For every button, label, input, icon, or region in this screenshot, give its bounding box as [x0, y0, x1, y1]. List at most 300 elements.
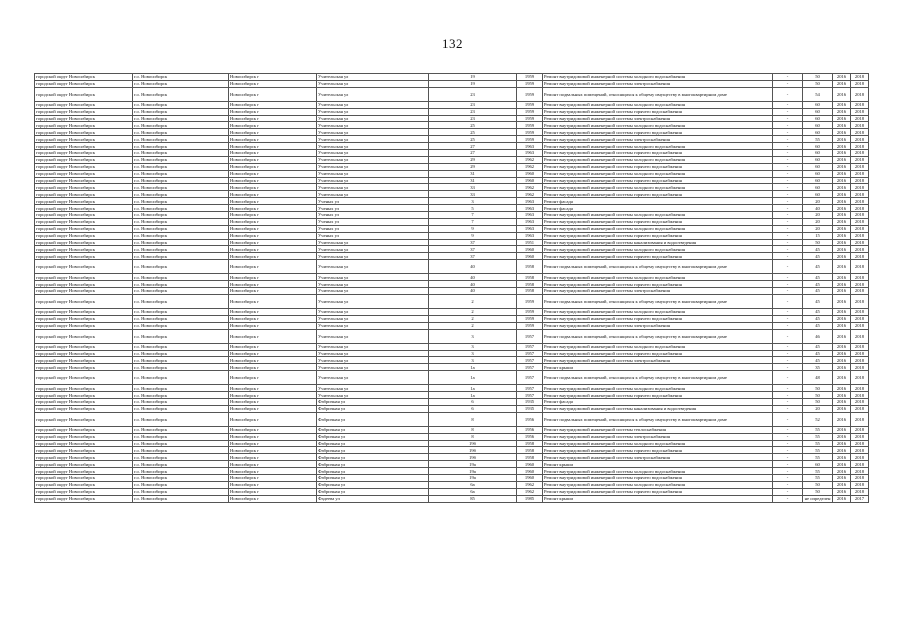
start-year-cell: 2016: [833, 80, 851, 87]
house-number-cell: 25: [429, 136, 517, 143]
end-year-cell: 2018: [851, 232, 869, 239]
start-year-cell: 2016: [833, 108, 851, 115]
value-cell: 45: [803, 260, 833, 274]
table-row: [35, 392, 869, 399]
start-year-cell: 2016: [833, 122, 851, 129]
end-year-cell: 2018: [851, 461, 869, 468]
dash-cell: -: [773, 184, 803, 191]
city-cell: Новосибирск г: [229, 184, 317, 191]
end-year-cell: 2018: [851, 74, 869, 81]
street-cell: Учительская ул: [317, 191, 429, 198]
house-number-cell: 1а: [429, 392, 517, 399]
municipality-cell: г.о. Новосибирск: [133, 143, 229, 150]
municipality-cell: г.о. Новосибирск: [133, 488, 229, 495]
street-cell: Ученых ул: [317, 212, 429, 219]
street-cell: Учительская ул: [317, 281, 429, 288]
value-cell: 40: [803, 205, 833, 212]
city-cell: Новосибирск г: [229, 122, 317, 129]
street-cell: Фабричная ул: [317, 398, 429, 405]
street-cell: Учительская ул: [317, 343, 429, 350]
build-year-cell: 1935: [517, 405, 543, 412]
city-cell: Новосибирск г: [229, 115, 317, 122]
work-type-cell: Ремонт внутридомовой инженерной системы холодного водоснабжения: [543, 274, 773, 281]
start-year-cell: 2016: [833, 170, 851, 177]
build-year-cell: 1960: [517, 474, 543, 481]
district-cell: городской округ Новосибирск: [35, 191, 133, 198]
build-year-cell: 1956: [517, 412, 543, 426]
city-cell: Новосибирск г: [229, 495, 317, 502]
build-year-cell: 1959: [517, 322, 543, 329]
start-year-cell: 2016: [833, 281, 851, 288]
district-cell: городской округ Новосибирск: [35, 198, 133, 205]
municipality-cell: г.о. Новосибирск: [133, 350, 229, 357]
work-type-cell: Ремонт внутридомовой инженерной системы горячего водоснабжения: [543, 392, 773, 399]
house-number-cell: 8: [429, 433, 517, 440]
dash-cell: -: [773, 454, 803, 461]
district-cell: городской округ Новосибирск: [35, 136, 133, 143]
table-row: [35, 308, 869, 315]
repair-schedule-table-wrapper: [34, 73, 868, 503]
district-cell: городской округ Новосибирск: [35, 246, 133, 253]
table-row: [35, 398, 869, 405]
house-number-cell: 23: [429, 87, 517, 101]
end-year-cell: 2018: [851, 218, 869, 225]
district-cell: городской округ Новосибирск: [35, 461, 133, 468]
dash-cell: -: [773, 232, 803, 239]
municipality-cell: г.о. Новосибирск: [133, 184, 229, 191]
build-year-cell: 1958: [517, 274, 543, 281]
dash-cell: -: [773, 150, 803, 157]
build-year-cell: 1959: [517, 87, 543, 101]
table-row: [35, 74, 869, 81]
build-year-cell: 1957: [517, 350, 543, 357]
dash-cell: -: [773, 329, 803, 343]
work-type-cell: Ремонт внутридомовой инженерной системы канализования и водоотведения: [543, 239, 773, 246]
district-cell: городской округ Новосибирск: [35, 468, 133, 475]
house-number-cell: 19: [429, 74, 517, 81]
district-cell: городской округ Новосибирск: [35, 488, 133, 495]
city-cell: Новосибирск г: [229, 177, 317, 184]
value-cell: 60: [803, 461, 833, 468]
house-number-cell: 25: [429, 122, 517, 129]
build-year-cell: 1959: [517, 294, 543, 308]
municipality-cell: г.о. Новосибирск: [133, 405, 229, 412]
city-cell: Новосибирск г: [229, 239, 317, 246]
work-type-cell: Ремонт внутридомовой инженерной системы электроснабжения: [543, 433, 773, 440]
dash-cell: -: [773, 129, 803, 136]
table-row: [35, 177, 869, 184]
work-type-cell: Ремонт фасада: [543, 398, 773, 405]
end-year-cell: 2018: [851, 136, 869, 143]
city-cell: Новосибирск г: [229, 488, 317, 495]
value-cell: 60: [803, 184, 833, 191]
municipality-cell: г.о. Новосибирск: [133, 288, 229, 295]
end-year-cell: 2018: [851, 364, 869, 371]
city-cell: Новосибирск г: [229, 440, 317, 447]
street-cell: Фабричная ул: [317, 412, 429, 426]
city-cell: Новосибирск г: [229, 294, 317, 308]
start-year-cell: 2016: [833, 156, 851, 163]
municipality-cell: г.о. Новосибирск: [133, 198, 229, 205]
house-number-cell: 27: [429, 143, 517, 150]
start-year-cell: 2016: [833, 87, 851, 101]
build-year-cell: 1960: [517, 170, 543, 177]
start-year-cell: 2016: [833, 488, 851, 495]
end-year-cell: 2018: [851, 474, 869, 481]
work-type-cell: Ремонт внутридомовой инженерной системы горячего водоснабжения: [543, 218, 773, 225]
value-cell: 35: [803, 364, 833, 371]
work-type-cell: Ремонт внутридомовой инженерной системы электроснабжения: [543, 80, 773, 87]
work-type-cell: Ремонт внутридомовой инженерной системы холодного водоснабжения: [543, 156, 773, 163]
build-year-cell: 1959: [517, 80, 543, 87]
municipality-cell: г.о. Новосибирск: [133, 461, 229, 468]
municipality-cell: г.о. Новосибирск: [133, 274, 229, 281]
house-number-cell: 1а: [429, 371, 517, 385]
municipality-cell: г.о. Новосибирск: [133, 392, 229, 399]
table-row: [35, 468, 869, 475]
city-cell: Новосибирск г: [229, 143, 317, 150]
work-type-cell: Ремонт внутридомовой инженерной системы электроснабжения: [543, 115, 773, 122]
start-year-cell: 2016: [833, 468, 851, 475]
value-cell: 46: [803, 329, 833, 343]
end-year-cell: 2018: [851, 412, 869, 426]
street-cell: Учительская ул: [317, 350, 429, 357]
table-row: [35, 454, 869, 461]
house-number-cell: 2: [429, 294, 517, 308]
house-number-cell: 2: [429, 322, 517, 329]
table-row: [35, 474, 869, 481]
build-year-cell: 1963: [517, 143, 543, 150]
municipality-cell: г.о. Новосибирск: [133, 260, 229, 274]
city-cell: Новосибирск г: [229, 156, 317, 163]
district-cell: городской округ Новосибирск: [35, 184, 133, 191]
municipality-cell: г.о. Новосибирск: [133, 212, 229, 219]
table-row: [35, 488, 869, 495]
municipality-cell: г.о. Новосибирск: [133, 495, 229, 502]
work-type-cell: Ремонт внутридомовой инженерной системы холодного водоснабжения: [543, 122, 773, 129]
street-cell: Учительская ул: [317, 260, 429, 274]
municipality-cell: г.о. Новосибирск: [133, 191, 229, 198]
municipality-cell: г.о. Новосибирск: [133, 205, 229, 212]
table-row: [35, 260, 869, 274]
street-cell: Фабричная ул: [317, 426, 429, 433]
work-type-cell: Ремонт внутридомовой инженерной системы горячего водоснабжения: [543, 129, 773, 136]
district-cell: городской округ Новосибирск: [35, 364, 133, 371]
start-year-cell: 2016: [833, 177, 851, 184]
street-cell: Учительская ул: [317, 371, 429, 385]
work-type-cell: Ремонт подвальных помещений, относящихся к общему имуществу в многоквартирном доме: [543, 329, 773, 343]
dash-cell: -: [773, 488, 803, 495]
street-cell: Учительская ул: [317, 101, 429, 108]
municipality-cell: г.о. Новосибирск: [133, 239, 229, 246]
street-cell: Учительская ул: [317, 357, 429, 364]
district-cell: городской округ Новосибирск: [35, 115, 133, 122]
start-year-cell: 2016: [833, 288, 851, 295]
end-year-cell: 2018: [851, 454, 869, 461]
dash-cell: -: [773, 308, 803, 315]
start-year-cell: 2016: [833, 143, 851, 150]
end-year-cell: 2018: [851, 253, 869, 260]
city-cell: Новосибирск г: [229, 343, 317, 350]
table-row: [35, 364, 869, 371]
work-type-cell: Ремонт внутридомовой инженерной системы горячего водоснабжения: [543, 488, 773, 495]
dash-cell: -: [773, 156, 803, 163]
city-cell: Новосибирск г: [229, 129, 317, 136]
build-year-cell: 1960: [517, 246, 543, 253]
street-cell: Фабричная ул: [317, 454, 429, 461]
street-cell: Ученых ул: [317, 205, 429, 212]
municipality-cell: г.о. Новосибирск: [133, 281, 229, 288]
table-row: [35, 371, 869, 385]
dash-cell: -: [773, 122, 803, 129]
end-year-cell: 2018: [851, 329, 869, 343]
start-year-cell: 2016: [833, 191, 851, 198]
work-type-cell: Ремонт внутридомовой инженерной системы холодного водоснабжения: [543, 481, 773, 488]
start-year-cell: 2016: [833, 212, 851, 219]
city-cell: Новосибирск г: [229, 87, 317, 101]
house-number-cell: 23: [429, 101, 517, 108]
district-cell: городской округ Новосибирск: [35, 440, 133, 447]
value-cell: 50: [803, 398, 833, 405]
value-cell: 45: [803, 350, 833, 357]
house-number-cell: 25: [429, 129, 517, 136]
street-cell: Учительская ул: [317, 288, 429, 295]
municipality-cell: г.о. Новосибирск: [133, 322, 229, 329]
work-type-cell: Ремонт внутридомовой инженерной системы электроснабжения: [543, 322, 773, 329]
dash-cell: -: [773, 212, 803, 219]
table-row: [35, 239, 869, 246]
table-row: [35, 385, 869, 392]
work-type-cell: Ремонт подвальных помещений, относящихся к общему имуществу в многоквартирном доме: [543, 260, 773, 274]
street-cell: Учительская ул: [317, 163, 429, 170]
build-year-cell: 1963: [517, 218, 543, 225]
city-cell: Новосибирск г: [229, 315, 317, 322]
district-cell: городской округ Новосибирск: [35, 426, 133, 433]
district-cell: городской округ Новосибирск: [35, 357, 133, 364]
value-cell: 50: [803, 481, 833, 488]
end-year-cell: 2018: [851, 426, 869, 433]
work-type-cell: Ремонт внутридомовой инженерной системы холодного водоснабжения: [543, 225, 773, 232]
street-cell: Учительская ул: [317, 385, 429, 392]
house-number-cell: 1а: [429, 364, 517, 371]
end-year-cell: 2018: [851, 212, 869, 219]
dash-cell: -: [773, 322, 803, 329]
municipality-cell: г.о. Новосибирск: [133, 481, 229, 488]
value-cell: 20: [803, 198, 833, 205]
city-cell: Новосибирск г: [229, 191, 317, 198]
dash-cell: -: [773, 246, 803, 253]
work-type-cell: Ремонт внутридомовой инженерной системы горячего водоснабжения: [543, 163, 773, 170]
house-number-cell: 3: [429, 343, 517, 350]
build-year-cell: 1960: [517, 468, 543, 475]
value-cell: 45: [803, 294, 833, 308]
work-type-cell: Ремонт фасада: [543, 205, 773, 212]
start-year-cell: 2016: [833, 481, 851, 488]
value-cell: 60: [803, 156, 833, 163]
municipality-cell: г.о. Новосибирск: [133, 177, 229, 184]
street-cell: Фадеева ул: [317, 495, 429, 502]
district-cell: городской округ Новосибирск: [35, 156, 133, 163]
dash-cell: -: [773, 398, 803, 405]
city-cell: Новосибирск г: [229, 412, 317, 426]
work-type-cell: Ремонт внутридомовой инженерной системы электроснабжения: [543, 288, 773, 295]
value-cell: 50: [803, 488, 833, 495]
end-year-cell: 2018: [851, 357, 869, 364]
value-cell: 45: [803, 308, 833, 315]
end-year-cell: 2018: [851, 281, 869, 288]
house-number-cell: 6: [429, 398, 517, 405]
city-cell: Новосибирск г: [229, 433, 317, 440]
district-cell: городской округ Новосибирск: [35, 447, 133, 454]
table-row: [35, 343, 869, 350]
district-cell: городской округ Новосибирск: [35, 412, 133, 426]
dash-cell: -: [773, 239, 803, 246]
end-year-cell: 2018: [851, 101, 869, 108]
house-number-cell: 6а: [429, 481, 517, 488]
start-year-cell: 2016: [833, 350, 851, 357]
value-cell: 60: [803, 101, 833, 108]
table-row: [35, 405, 869, 412]
build-year-cell: 1958: [517, 260, 543, 274]
end-year-cell: 2018: [851, 260, 869, 274]
house-number-cell: 40: [429, 260, 517, 274]
table-body: [35, 74, 869, 503]
build-year-cell: 1963: [517, 212, 543, 219]
house-number-cell: 37: [429, 246, 517, 253]
page-number: 132: [442, 36, 463, 51]
district-cell: городской округ Новосибирск: [35, 260, 133, 274]
city-cell: Новосибирск г: [229, 136, 317, 143]
work-type-cell: Ремонт внутридомовой инженерной системы горячего водоснабжения: [543, 281, 773, 288]
value-cell: 55: [803, 447, 833, 454]
street-cell: Учительская ул: [317, 129, 429, 136]
table-row: [35, 163, 869, 170]
dash-cell: -: [773, 474, 803, 481]
municipality-cell: г.о. Новосибирск: [133, 364, 229, 371]
start-year-cell: 2016: [833, 198, 851, 205]
table-row: [35, 101, 869, 108]
city-cell: Новосибирск г: [229, 101, 317, 108]
street-cell: Учительская ул: [317, 239, 429, 246]
city-cell: Новосибирск г: [229, 108, 317, 115]
end-year-cell: 2018: [851, 288, 869, 295]
dash-cell: -: [773, 405, 803, 412]
value-cell: 50: [803, 80, 833, 87]
dash-cell: -: [773, 294, 803, 308]
value-cell: 60: [803, 163, 833, 170]
street-cell: Фабричная ул: [317, 461, 429, 468]
build-year-cell: 1959: [517, 315, 543, 322]
build-year-cell: 1959: [517, 129, 543, 136]
district-cell: городской округ Новосибирск: [35, 481, 133, 488]
dash-cell: -: [773, 357, 803, 364]
table-row: [35, 288, 869, 295]
start-year-cell: 2016: [833, 322, 851, 329]
city-cell: Новосибирск г: [229, 205, 317, 212]
table-row: [35, 461, 869, 468]
dash-cell: -: [773, 371, 803, 385]
table-row: [35, 87, 869, 101]
start-year-cell: 2016: [833, 447, 851, 454]
district-cell: городской округ Новосибирск: [35, 433, 133, 440]
house-number-cell: 29: [429, 156, 517, 163]
city-cell: Новосибирск г: [229, 392, 317, 399]
dash-cell: -: [773, 468, 803, 475]
district-cell: городской округ Новосибирск: [35, 308, 133, 315]
dash-cell: -: [773, 495, 803, 502]
district-cell: городской округ Новосибирск: [35, 329, 133, 343]
end-year-cell: 2018: [851, 108, 869, 115]
municipality-cell: г.о. Новосибирск: [133, 74, 229, 81]
repair-schedule-table: [34, 73, 869, 503]
district-cell: городской округ Новосибирск: [35, 74, 133, 81]
end-year-cell: 2018: [851, 184, 869, 191]
municipality-cell: г.о. Новосибирск: [133, 115, 229, 122]
house-number-cell: 85: [429, 495, 517, 502]
table-row: [35, 246, 869, 253]
build-year-cell: 1958: [517, 447, 543, 454]
work-type-cell: Ремонт внутридомовой инженерной системы холодного водоснабжения: [543, 143, 773, 150]
municipality-cell: г.о. Новосибирск: [133, 329, 229, 343]
municipality-cell: г.о. Новосибирск: [133, 398, 229, 405]
end-year-cell: 2018: [851, 163, 869, 170]
build-year-cell: 1963: [517, 198, 543, 205]
work-type-cell: Ремонт внутридомовой инженерной системы холодного водоснабжения: [543, 343, 773, 350]
value-cell: 45: [803, 288, 833, 295]
build-year-cell: 1958: [517, 440, 543, 447]
city-cell: Новосибирск г: [229, 281, 317, 288]
work-type-cell: Ремонт внутридомовой инженерной системы горячего водоснабжения: [543, 253, 773, 260]
dash-cell: -: [773, 218, 803, 225]
house-number-cell: 2: [429, 315, 517, 322]
municipality-cell: г.о. Новосибирск: [133, 170, 229, 177]
house-number-cell: 23: [429, 115, 517, 122]
work-type-cell: Ремонт внутридомовой инженерной системы канализования и водоотведения: [543, 405, 773, 412]
street-cell: Учительская ул: [317, 143, 429, 150]
street-cell: Фабричная ул: [317, 433, 429, 440]
work-type-cell: Ремонт внутридомовой инженерной системы холодного водоснабжения: [543, 440, 773, 447]
table-row: [35, 225, 869, 232]
start-year-cell: 2016: [833, 440, 851, 447]
table-row: [35, 447, 869, 454]
value-cell: 45: [803, 315, 833, 322]
end-year-cell: 2018: [851, 198, 869, 205]
street-cell: Учительская ул: [317, 294, 429, 308]
value-cell: 60: [803, 150, 833, 157]
end-year-cell: 2018: [851, 129, 869, 136]
work-type-cell: Ремонт внутридомовой инженерной системы горячего водоснабжения: [543, 447, 773, 454]
street-cell: Ученых ул: [317, 218, 429, 225]
city-cell: Новосибирск г: [229, 329, 317, 343]
build-year-cell: 1963: [517, 150, 543, 157]
house-number-cell: 31: [429, 170, 517, 177]
street-cell: Учительская ул: [317, 364, 429, 371]
build-year-cell: 1957: [517, 392, 543, 399]
street-cell: Учительская ул: [317, 136, 429, 143]
value-cell: 55: [803, 468, 833, 475]
city-cell: Новосибирск г: [229, 80, 317, 87]
dash-cell: -: [773, 115, 803, 122]
house-number-cell: 37: [429, 239, 517, 246]
municipality-cell: г.о. Новосибирск: [133, 294, 229, 308]
table-row: [35, 115, 869, 122]
municipality-cell: г.о. Новосибирск: [133, 108, 229, 115]
house-number-cell: 9: [429, 232, 517, 239]
table-row: [35, 433, 869, 440]
work-type-cell: Ремонт внутридомовой инженерной системы холодного водоснабжения: [543, 184, 773, 191]
end-year-cell: 2018: [851, 80, 869, 87]
build-year-cell: 1957: [517, 329, 543, 343]
